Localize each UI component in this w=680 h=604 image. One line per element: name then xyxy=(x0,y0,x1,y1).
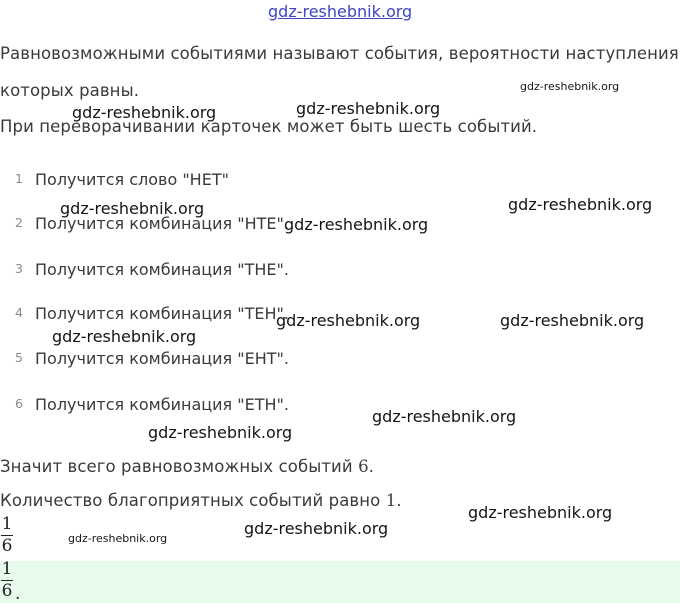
favorable-text: Количество благоприятных событий равно xyxy=(0,491,386,510)
watermark: gdz-reshebnik.org xyxy=(72,103,217,122)
list-text: Получится комбинация "ТЕН". xyxy=(35,304,289,323)
intro-line-2: которых равны. xyxy=(0,81,140,100)
watermark: gdz-reshebnik.org xyxy=(284,215,429,234)
answer-box xyxy=(0,561,680,603)
list-text: Получится комбинация "НТЕ". xyxy=(35,214,289,233)
watermark: gdz-reshebnik.org xyxy=(52,327,197,346)
list-number: 3 xyxy=(15,261,23,276)
list-text: Получится комбинация "ТНЕ". xyxy=(35,260,289,279)
watermark: gdz-reshebnik.org xyxy=(372,407,517,426)
probability-fraction xyxy=(1,515,13,556)
intro-line-1: Равновозможными событиями называют события, вероятности наступления xyxy=(0,44,679,63)
list-number: 4 xyxy=(15,305,23,320)
intro-line-3: При переворачивании карточек может быть шесть событий. xyxy=(0,117,538,136)
total-value: 6 xyxy=(358,457,369,476)
list-number: 5 xyxy=(15,350,23,365)
total-end: . xyxy=(368,457,375,476)
list-number: 6 xyxy=(15,396,23,411)
watermark: gdz-reshebnik.org xyxy=(244,519,389,538)
answer-numerator: 1 xyxy=(1,559,13,579)
watermark: gdz-reshebnik.org xyxy=(148,423,293,442)
list-text: Получится комбинация "ЕТН". xyxy=(35,395,289,414)
total-events-line xyxy=(0,457,374,476)
answer-denominator: 6 xyxy=(1,581,13,601)
list-number: 2 xyxy=(15,215,23,230)
list-text: Получится слово "НЕТ" xyxy=(35,170,229,189)
watermark: gdz-reshebnik.org xyxy=(500,311,645,330)
watermark: gdz-reshebnik.org xyxy=(296,99,441,118)
list-text: Получится комбинация "ЕНТ". xyxy=(35,349,289,368)
favorable-events-line xyxy=(0,491,402,510)
watermark: gdz-reshebnik.org xyxy=(508,195,653,214)
watermark-top[interactable]: gdz-reshebnik.org xyxy=(268,2,413,21)
total-text: Значит всего равновозможных событий xyxy=(0,457,359,476)
fraction-numerator: 1 xyxy=(1,514,13,534)
watermark: gdz-reshebnik.org xyxy=(276,311,421,330)
fraction-denominator: 6 xyxy=(1,536,13,556)
answer-fraction xyxy=(1,560,13,601)
favorable-end: . xyxy=(396,491,402,510)
watermark: gdz-reshebnik.org xyxy=(468,503,613,522)
answer-end: . xyxy=(15,584,21,604)
watermark: gdz-reshebnik.org xyxy=(68,532,168,545)
watermark: gdz-reshebnik.org xyxy=(520,80,620,93)
list-number: 1 xyxy=(15,171,23,186)
watermark: gdz-reshebnik.org xyxy=(60,199,205,218)
favorable-value: 1 xyxy=(385,491,397,510)
